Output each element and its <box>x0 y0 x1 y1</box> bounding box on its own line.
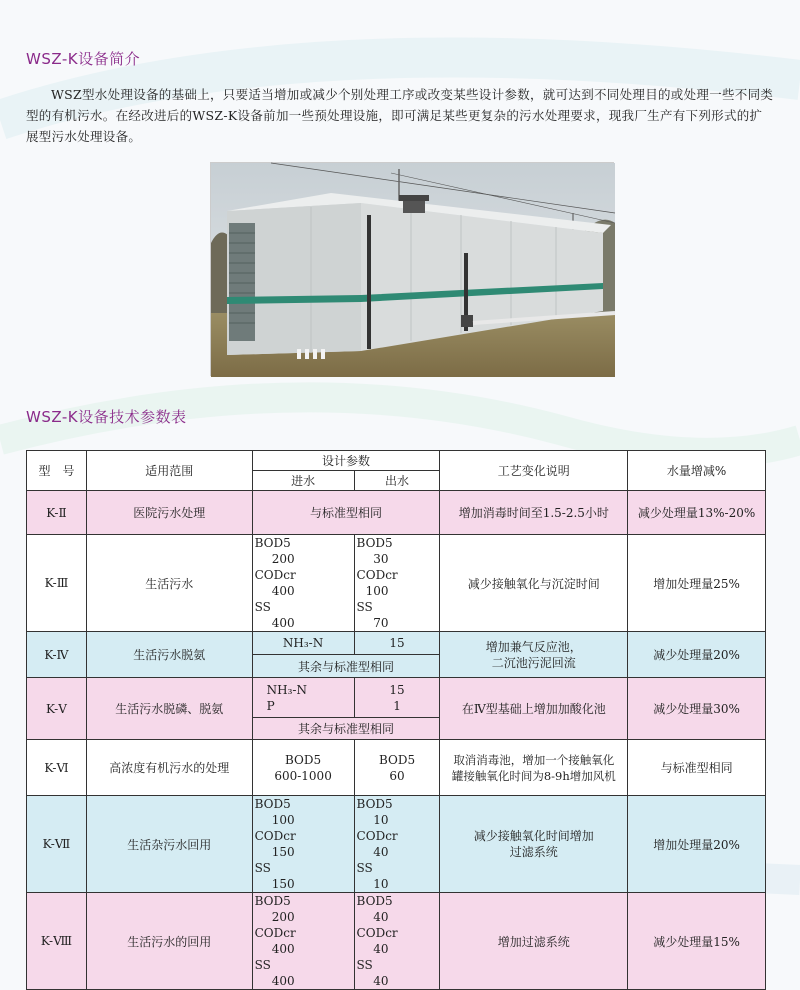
param-name: CODcr <box>254 829 296 843</box>
param-name: BOD5 <box>378 752 416 767</box>
cell-process: 增加消毒时间至1.5-2.5小时 <box>440 491 628 535</box>
cell-model: K-Ⅷ <box>27 893 87 990</box>
header-inflow: 进水 <box>252 471 354 491</box>
cell-model: K-Ⅴ <box>27 678 87 740</box>
section-title-intro: WSZ-K设备简介 <box>26 50 141 68</box>
process-line: 过滤系统 <box>509 845 558 859</box>
param-name: BOD5 <box>254 894 291 908</box>
header-scope: 适用范围 <box>86 451 252 491</box>
param-name: SS <box>254 861 271 875</box>
cell-inflow <box>252 535 354 632</box>
cell-scope: 生活污水 <box>86 535 252 632</box>
cell-inflow <box>252 678 354 718</box>
cell-outflow: 15 <box>354 632 440 655</box>
param-name: SS <box>254 958 271 972</box>
header-outflow: 出水 <box>354 471 440 491</box>
cell-water: 增加处理量25% <box>628 535 766 632</box>
cell-design-merged: 与标准型相同 <box>252 491 440 535</box>
param-value: 150 <box>271 845 295 859</box>
param-name: BOD5 <box>356 797 393 811</box>
param-name: SS <box>356 958 373 972</box>
param-name: BOD5 <box>356 536 393 550</box>
cell-process: 增加兼气反应池， 二沉池污泥回流 <box>440 632 628 678</box>
cell-process <box>440 796 628 893</box>
cell-inflow: NH₃-N <box>252 632 354 655</box>
cell-process: 减少接触氧化与沉淀时间 <box>440 535 628 632</box>
param-value: 200 <box>271 552 295 566</box>
section-title-params: WSZ-K设备技术参数表 <box>26 408 187 426</box>
table-row <box>27 491 766 535</box>
param-value: 40 <box>373 845 389 859</box>
cell-inflow <box>252 893 354 990</box>
cell-model: K-Ⅳ <box>27 632 87 678</box>
cell-outflow <box>354 796 440 893</box>
param-name: CODcr <box>356 568 398 582</box>
header-design-params: 设计参数 <box>252 451 440 471</box>
cell-scope: 生活污水脱氨 <box>86 632 252 678</box>
cell-model: K-Ⅵ <box>27 740 87 796</box>
equipment-photo <box>210 162 614 376</box>
param-name: CODcr <box>356 829 398 843</box>
cell-water: 减少处理量15% <box>628 893 766 990</box>
cell-scope: 高浓度有机污水的处理 <box>86 740 252 796</box>
param-value: 1 <box>393 698 401 713</box>
cell-outflow <box>354 678 440 718</box>
param-value: 400 <box>271 584 295 598</box>
param-value: 400 <box>271 616 295 630</box>
param-value: 10 <box>373 813 389 827</box>
param-name: BOD5 <box>254 536 291 550</box>
param-value: 40 <box>373 942 389 956</box>
cell-process: 增加过滤系统 <box>440 893 628 990</box>
cell-process: 在Ⅳ型基础上增加加酸化池 <box>440 678 628 740</box>
param-value: 70 <box>373 616 389 630</box>
cell-model: K-Ⅶ <box>27 796 87 893</box>
header-process: 工艺变化说明 <box>440 451 628 491</box>
param-name: SS <box>254 600 271 614</box>
param-value: 60 <box>389 768 405 783</box>
cell-water: 减少处理量30% <box>628 678 766 740</box>
param-name: CODcr <box>356 926 398 940</box>
param-value: 150 <box>271 877 295 891</box>
process-line: 减少接触氧化时间增加 <box>473 829 594 843</box>
cell-process <box>440 740 628 796</box>
process-line: 罐接触氧化时间为8-9h增加风机 <box>451 768 616 783</box>
param-value: 400 <box>271 942 295 956</box>
cell-outflow <box>354 740 440 796</box>
table-row <box>27 678 766 718</box>
param-value: 15 <box>389 682 405 697</box>
param-name: P <box>266 698 275 713</box>
param-value: 30 <box>373 552 389 566</box>
parameters-table <box>26 450 766 990</box>
header-model: 型 号 <box>27 451 87 491</box>
param-value: 100 <box>365 584 389 598</box>
param-value: 10 <box>373 877 389 891</box>
cell-model: K-Ⅱ <box>27 491 87 535</box>
param-value: 400 <box>271 974 295 988</box>
cell-water: 与标准型相同 <box>628 740 766 796</box>
param-value: 200 <box>271 910 295 924</box>
table-row <box>27 796 766 893</box>
cell-design-rest: 其余与标准型相同 <box>252 655 440 678</box>
cell-water: 增加处理量20% <box>628 796 766 893</box>
param-name: NH₃-N <box>266 682 307 697</box>
param-name: BOD5 <box>356 894 393 908</box>
cell-model: K-Ⅲ <box>27 535 87 632</box>
process-line: 取消消毒池，增加一个接触氧化 <box>453 752 615 767</box>
cell-outflow <box>354 893 440 990</box>
param-name: BOD5 <box>285 752 322 767</box>
param-name: CODcr <box>254 568 296 582</box>
param-value: 100 <box>271 813 295 827</box>
table-row <box>27 632 766 655</box>
table-header-row-1 <box>27 451 766 471</box>
param-name: SS <box>356 861 373 875</box>
table-row <box>27 535 766 632</box>
cell-scope: 生活污水的回用 <box>86 893 252 990</box>
param-name: BOD5 <box>254 797 291 811</box>
cell-inflow <box>252 796 354 893</box>
param-name: SS <box>356 600 373 614</box>
cell-scope: 生活杂污水回用 <box>86 796 252 893</box>
cell-scope: 生活污水脱磷、脱氨 <box>86 678 252 740</box>
cell-water: 减少处理量13%-20% <box>628 491 766 535</box>
param-value: 40 <box>373 910 389 924</box>
cell-design-rest: 其余与标准型相同 <box>252 718 440 740</box>
header-water: 水量增减% <box>628 451 766 491</box>
cell-scope: 医院污水处理 <box>86 491 252 535</box>
cell-inflow <box>252 740 354 796</box>
cell-water: 减少处理量20% <box>628 632 766 678</box>
table-row <box>27 740 766 796</box>
param-value: 600-1000 <box>274 768 332 783</box>
param-name: CODcr <box>254 926 296 940</box>
table-row <box>27 893 766 990</box>
param-value: 40 <box>373 974 389 988</box>
intro-paragraph: WSZ型水处理设备的基础上，只要适当增加或减少个别处理工序或改变某些设计参数，就可达到不同处理目的或处理一些不同类型的有机污水。在经改进后的WSZ-K设备前加一些预处理设施，即可满足某些更复杂的污水处理要求，现我厂生产有下列形式的扩展型污水处理设备。 <box>26 87 774 144</box>
cell-outflow <box>354 535 440 632</box>
